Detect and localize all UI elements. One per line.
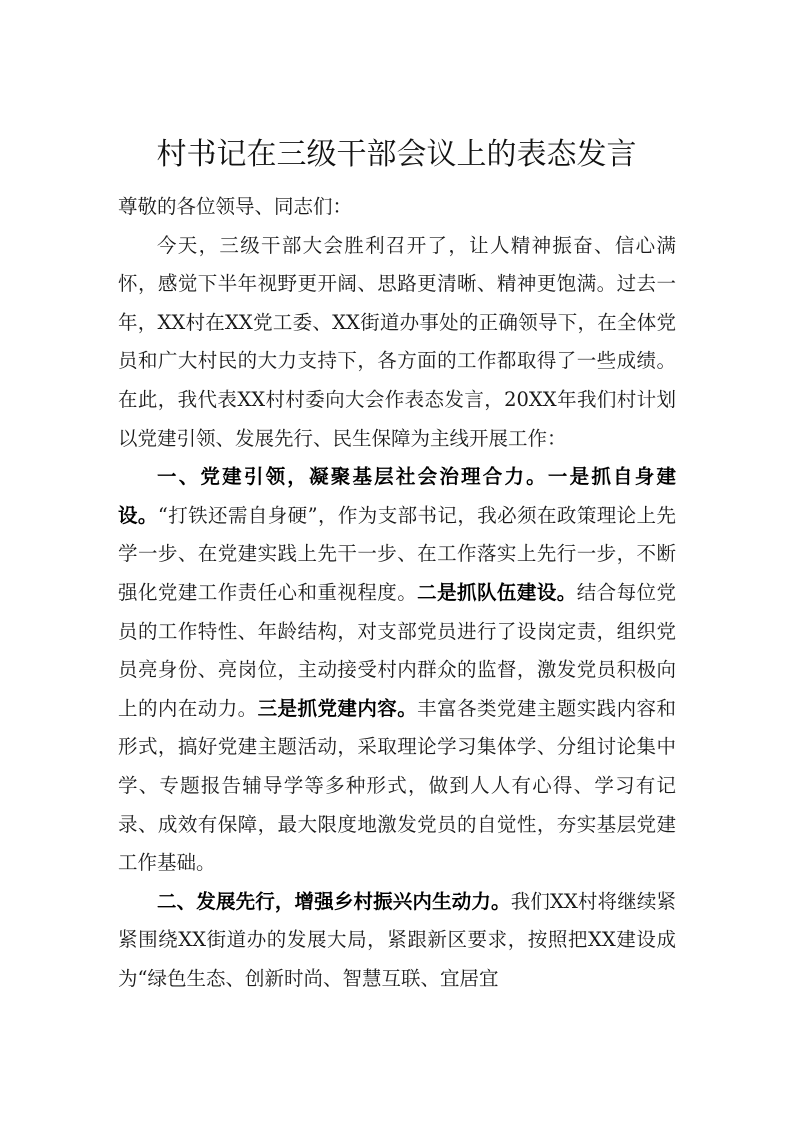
paragraph-text: 我们XX村将继续紧紧围绕XX街道办的发展大局，紧跟新区要求，按照把XX建设成为“绿色生态、创新时尚、智慧互联、宜居宜 [118, 889, 676, 990]
paragraph-text: “打铁还需自身硬”，作为支部书记，我必须在政策理论上先学一步、在党建实践上先干一步、在工作落实上先行一步，不断强化党建工作责任心和重视程度。 [118, 503, 676, 604]
document-body [118, 188, 676, 998]
point-heading-two: 二是抓队伍建设。 [417, 580, 577, 604]
salutation: 尊敬的各位领导、同志们： [118, 195, 353, 218]
paragraph-text: 今天，三级干部大会胜利召开了，让人精神振奋、信心满怀，感觉下半年视野更开阔、思路更清晰、精神更饱满。过去一年，XX村在XX党工委、XX街道办事处的正确领导下，在全体党员和广大村民的大力支持下，各方面的工作都取得了一些成绩。在此，我代表XX村村委向大会作表态发言，20XX年我们村计划以党建引领、发展先行、民生保障为主线开展工作： [118, 233, 676, 450]
point-heading-three: 三是抓党建内容。 [257, 696, 418, 720]
section-heading-two: 二、发展先行，增强乡村振兴内生动力。 [157, 889, 511, 913]
paragraph-development [118, 883, 676, 999]
paragraph-intro [118, 227, 676, 459]
paragraph-party-building [118, 458, 676, 883]
paragraph-text: 丰富各类党建主题实践内容和形式，搞好党建主题活动，采取理论学习集体学、分组讨论集中学、专题报告辅导学等多种形式，做到人人有心得、学习有记录、成效有保障，最大限度地激发党员的自觉性，夯实基层党建工作基础。 [118, 696, 676, 875]
section-heading-one: 一、党建引领，凝聚基层社会治理合力。一是抓自身建设。 [118, 465, 676, 527]
document-title: 村书记在三级干部会议上的表态发言 [156, 137, 637, 172]
paragraph-text: 结合每位党员的工作特性、年龄结构，对支部党员进行了设岗定责，组织党员亮身份、亮岗位，主动接受村内群众的监督，激发党员积极向上的内在动力。 [118, 580, 676, 720]
